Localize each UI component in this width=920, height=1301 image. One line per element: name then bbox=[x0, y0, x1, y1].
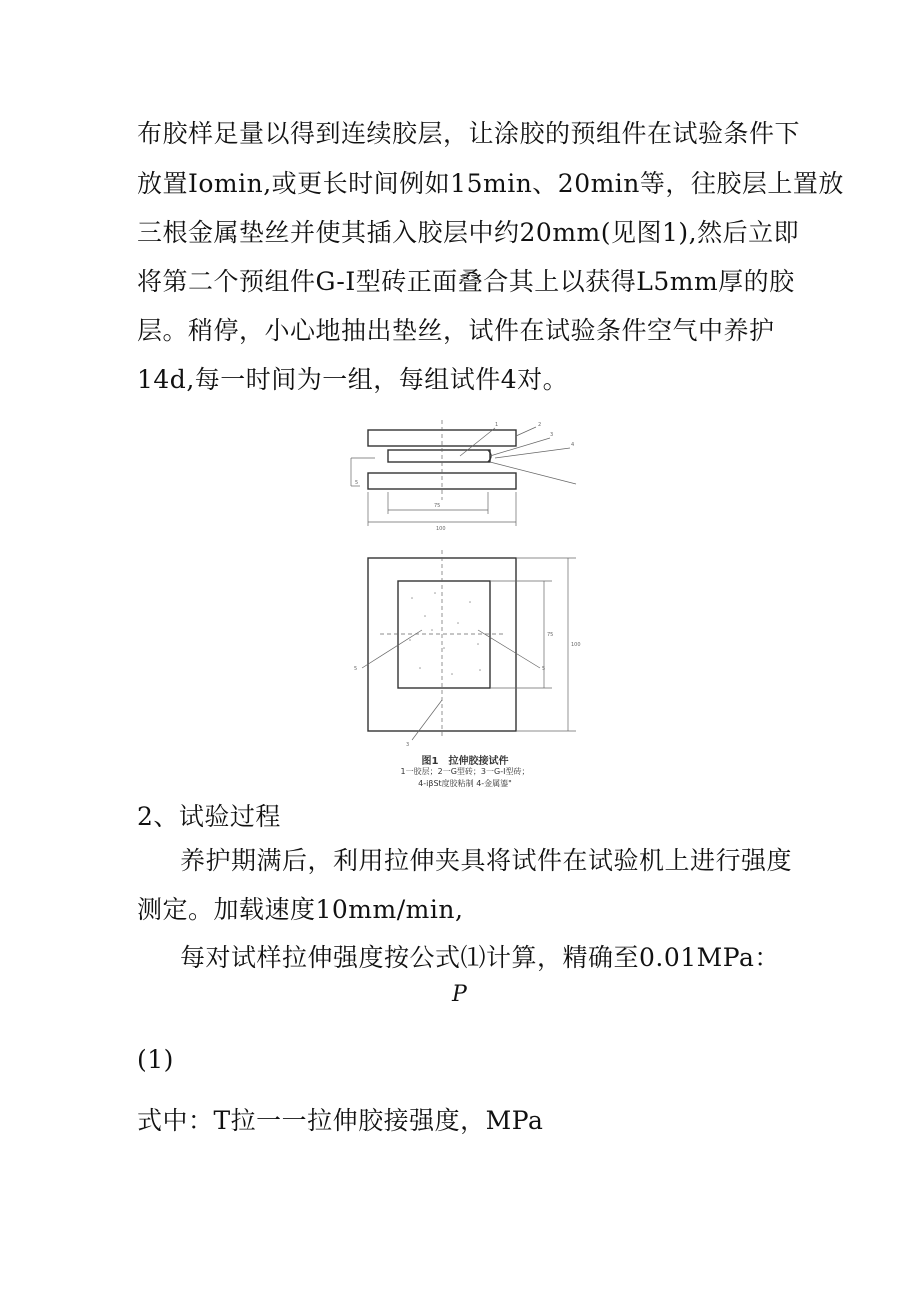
callout-4: 4 bbox=[571, 442, 575, 448]
callout-5: 5 bbox=[355, 480, 359, 486]
callout-2: 2 bbox=[538, 422, 542, 428]
dim-inner: 75 bbox=[434, 503, 441, 509]
plan-dim-outer: 100 bbox=[571, 642, 581, 648]
text-line: 每对试样拉伸强度按公式⑴计算，精确至0.01MPa： bbox=[180, 943, 780, 972]
section-heading: 2、试验过程 bbox=[137, 802, 281, 831]
formula-numerator: P bbox=[452, 982, 467, 1007]
plan-callout-3: 3 bbox=[406, 742, 410, 748]
text-line: 布胶样足量以得到连续胶层，让涂胶的预组件在试验条件下 bbox=[137, 119, 801, 148]
text-line: 养护期满后，利用拉伸夹具将试件在试验机上进行强度 bbox=[180, 846, 793, 875]
plan-callout-lines bbox=[362, 550, 576, 740]
plan-callout-5a: 5 bbox=[354, 666, 358, 672]
figure-caption-line2: 1一胶层；2一G型砖；3一G-I型砖； bbox=[400, 767, 530, 776]
side-view bbox=[368, 430, 516, 489]
text-line: 三根金属垫丝并使其插入胶层中约20mm(见图1),然后立即 bbox=[137, 218, 800, 247]
figure-caption-line3: 4-iβSt度胶粘制 4-金属鎏" bbox=[418, 779, 512, 788]
plan-callout-5b: 5 bbox=[542, 666, 546, 672]
where-line: 式中：T拉一一拉伸胶接强度，MPa bbox=[137, 1106, 544, 1135]
adhesive-texture bbox=[409, 592, 481, 675]
inner-brick-outline bbox=[398, 581, 490, 688]
figure-caption-title: 图1 拉伸胶接试件 bbox=[421, 756, 509, 767]
plan-dim-inner: 75 bbox=[547, 632, 554, 638]
dim-outer: 100 bbox=[436, 526, 446, 532]
text-line: 将第二个预组件G-I型砖正面叠合其上以获得L5mm厚的胶 bbox=[137, 267, 795, 296]
text-line: 放置Iomin,或更长时间例如15min、20min等，往胶层上置放 bbox=[137, 169, 844, 198]
text-line: 14d,每一时间为一组，每组试件4对。 bbox=[137, 365, 569, 394]
text-line: 层。稍停，小心地抽出垫丝，试件在试验条件空气中养护 bbox=[137, 316, 775, 345]
specimen-drawing bbox=[340, 418, 590, 748]
formula-number: (1) bbox=[137, 1045, 174, 1074]
adhesive-layer bbox=[388, 450, 490, 462]
callout-3: 3 bbox=[550, 432, 554, 438]
text-line: 测定。加载速度10mm/min, bbox=[137, 895, 464, 924]
callout-1: 1 bbox=[495, 422, 499, 428]
tensile-specimen-figure bbox=[340, 418, 590, 790]
